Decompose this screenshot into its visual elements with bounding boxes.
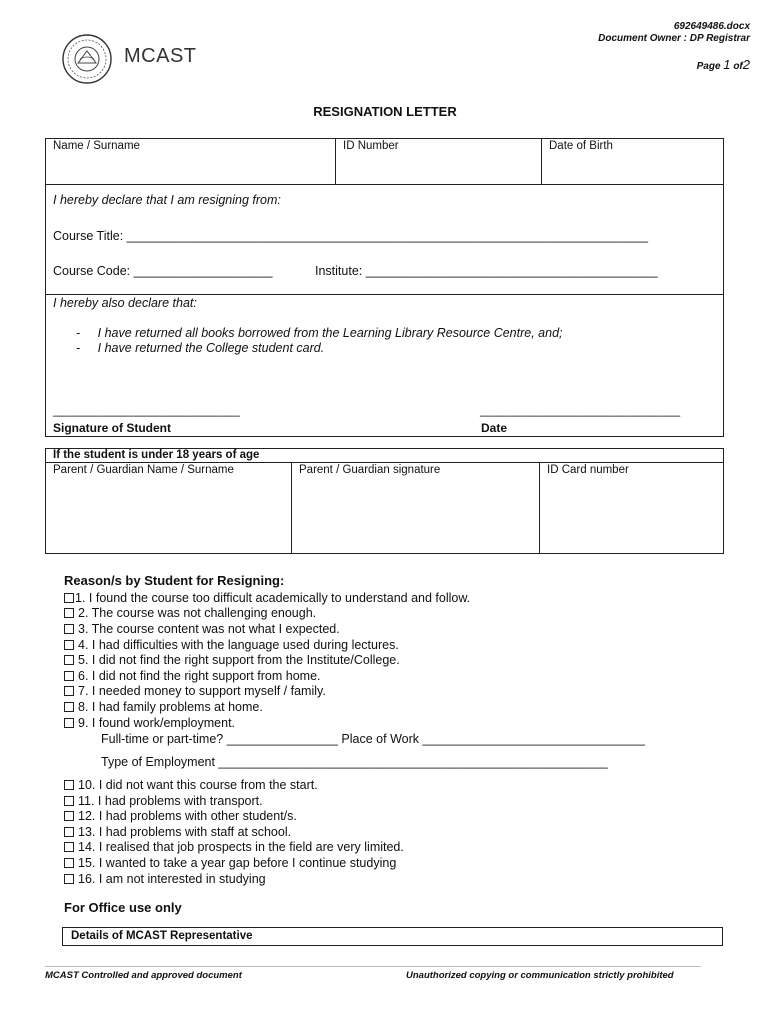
reason-text: 9. I found work/employment.	[78, 716, 236, 730]
reason-text: 10. I did not want this course from the start.	[78, 778, 318, 792]
checkbox[interactable]	[64, 874, 74, 884]
reason-text: 12. I had problems with other student/s.	[78, 809, 297, 823]
checkbox[interactable]	[64, 718, 74, 728]
reason-text: 13. I had problems with staff at school.	[78, 825, 292, 839]
mcast-rep-label: Details of MCAST Representative	[71, 930, 253, 942]
checkbox[interactable]	[64, 702, 74, 712]
student-details-table	[45, 138, 724, 437]
reason-text: 3. The course content was not what I expected.	[78, 622, 340, 636]
reason-item[interactable]	[64, 622, 340, 636]
reason-item[interactable]	[64, 840, 404, 854]
checkbox[interactable]	[64, 796, 74, 806]
reason-text: 7. I needed money to support myself / family.	[78, 684, 326, 698]
bullet-item	[76, 341, 324, 355]
reasons-heading: Reason/s by Student for Resigning:	[64, 573, 285, 588]
bullet-dash: -	[76, 341, 81, 355]
reason-text: 14. I realised that job prospects in the field are very limited.	[78, 840, 404, 854]
reason-item[interactable]	[64, 653, 400, 667]
reason-item[interactable]	[64, 856, 396, 870]
bullet-item	[76, 326, 563, 340]
name-surname-label: Name / Surname	[53, 140, 140, 152]
reason-text: 11. I had problems with transport.	[78, 794, 263, 808]
checkbox[interactable]	[64, 842, 74, 852]
id-card-label: ID Card number	[547, 464, 629, 476]
signature-of-student-label: Signature of Student	[53, 421, 171, 435]
reason-item[interactable]	[64, 606, 316, 620]
page-current: 1	[723, 57, 731, 72]
checkbox[interactable]	[64, 593, 74, 603]
reason-text: 6. I did not find the right support from home.	[78, 669, 321, 683]
checkbox[interactable]	[64, 780, 74, 790]
logo-text: MCAST	[124, 45, 197, 67]
checkbox[interactable]	[64, 811, 74, 821]
reason-item[interactable]	[64, 778, 318, 792]
checkbox[interactable]	[64, 608, 74, 618]
checkbox[interactable]	[64, 624, 74, 634]
also-declare-text: I hereby also declare that:	[53, 296, 197, 310]
bullet-text: I have returned the College student card.	[97, 341, 325, 355]
reason-item[interactable]	[64, 716, 235, 730]
bullet-dash: -	[76, 326, 81, 340]
page-title: RESIGNATION LETTER	[313, 104, 457, 119]
reason-text: 15. I wanted to take a year gap before I continue studying	[78, 856, 397, 870]
date-of-birth-label: Date of Birth	[549, 140, 613, 152]
reason-item[interactable]	[64, 794, 263, 808]
date-line[interactable]: ______________________________	[480, 403, 681, 417]
reason-item[interactable]	[64, 684, 326, 698]
reason-item[interactable]	[64, 638, 399, 652]
reason-item[interactable]	[64, 669, 321, 683]
institute-field[interactable]: Institute: __________________________________________	[315, 264, 658, 278]
reason-text: 1. I found the course too difficult academically to understand and follow.	[75, 591, 471, 605]
reason-text: 8. I had family problems at home.	[78, 700, 263, 714]
reason-text: 16. I am not interested in studying	[78, 872, 266, 886]
reason-item[interactable]	[64, 809, 297, 823]
checkbox[interactable]	[64, 640, 74, 650]
checkbox[interactable]	[64, 655, 74, 665]
reason-item[interactable]	[64, 591, 470, 605]
reason-item[interactable]	[64, 825, 291, 839]
reason-text: 5. I did not find the right support from the Institute/College.	[78, 653, 400, 667]
declare-text: I hereby declare that I am resigning from:	[53, 193, 281, 207]
doc-owner: Document Owner : DP Registrar	[598, 33, 750, 44]
reason-item[interactable]	[64, 700, 263, 714]
footer-divider	[45, 966, 701, 967]
guardian-signature-label: Parent / Guardian signature	[299, 464, 441, 476]
checkbox[interactable]	[64, 671, 74, 681]
footer-right: Unauthorized copying or communication strictly prohibited	[406, 970, 674, 981]
mcast-seal-icon	[58, 33, 116, 85]
fulltime-field[interactable]: Full-time or part-time? ________________ Place of Work ________________________________	[101, 732, 645, 746]
reason-text: 2. The course was not challenging enough.	[78, 606, 317, 620]
page-of: of	[733, 61, 743, 72]
guardian-name-label: Parent / Guardian Name / Surname	[53, 464, 234, 476]
under-18-header: If the student is under 18 years of age	[53, 449, 260, 461]
bullet-text: I have returned all books borrowed from the Learning Library Resource Centre, and;	[97, 326, 563, 340]
course-code-field[interactable]: Course Code: ____________________	[53, 264, 273, 278]
signature-line[interactable]: ____________________________	[53, 403, 240, 417]
checkbox[interactable]	[64, 858, 74, 868]
page-number	[697, 57, 750, 72]
footer-left: MCAST Controlled and approved document	[45, 970, 242, 981]
course-title-field[interactable]: Course Title: ___________________________________________________________________________	[53, 229, 649, 243]
reason-item[interactable]	[64, 872, 266, 886]
checkbox[interactable]	[64, 686, 74, 696]
doc-filename: 692649486.docx	[673, 21, 750, 32]
checkbox[interactable]	[64, 827, 74, 837]
type-employment-field[interactable]: Type of Employment ________________________________________________________	[101, 755, 608, 769]
id-number-label: ID Number	[343, 140, 399, 152]
page-total: 2	[742, 57, 750, 72]
page-prefix: Page	[696, 61, 721, 72]
reason-text: 4. I had difficulties with the language used during lectures.	[78, 638, 399, 652]
logo	[58, 33, 208, 83]
office-use-heading: For Office use only	[64, 900, 182, 915]
date-label: Date	[481, 421, 508, 435]
